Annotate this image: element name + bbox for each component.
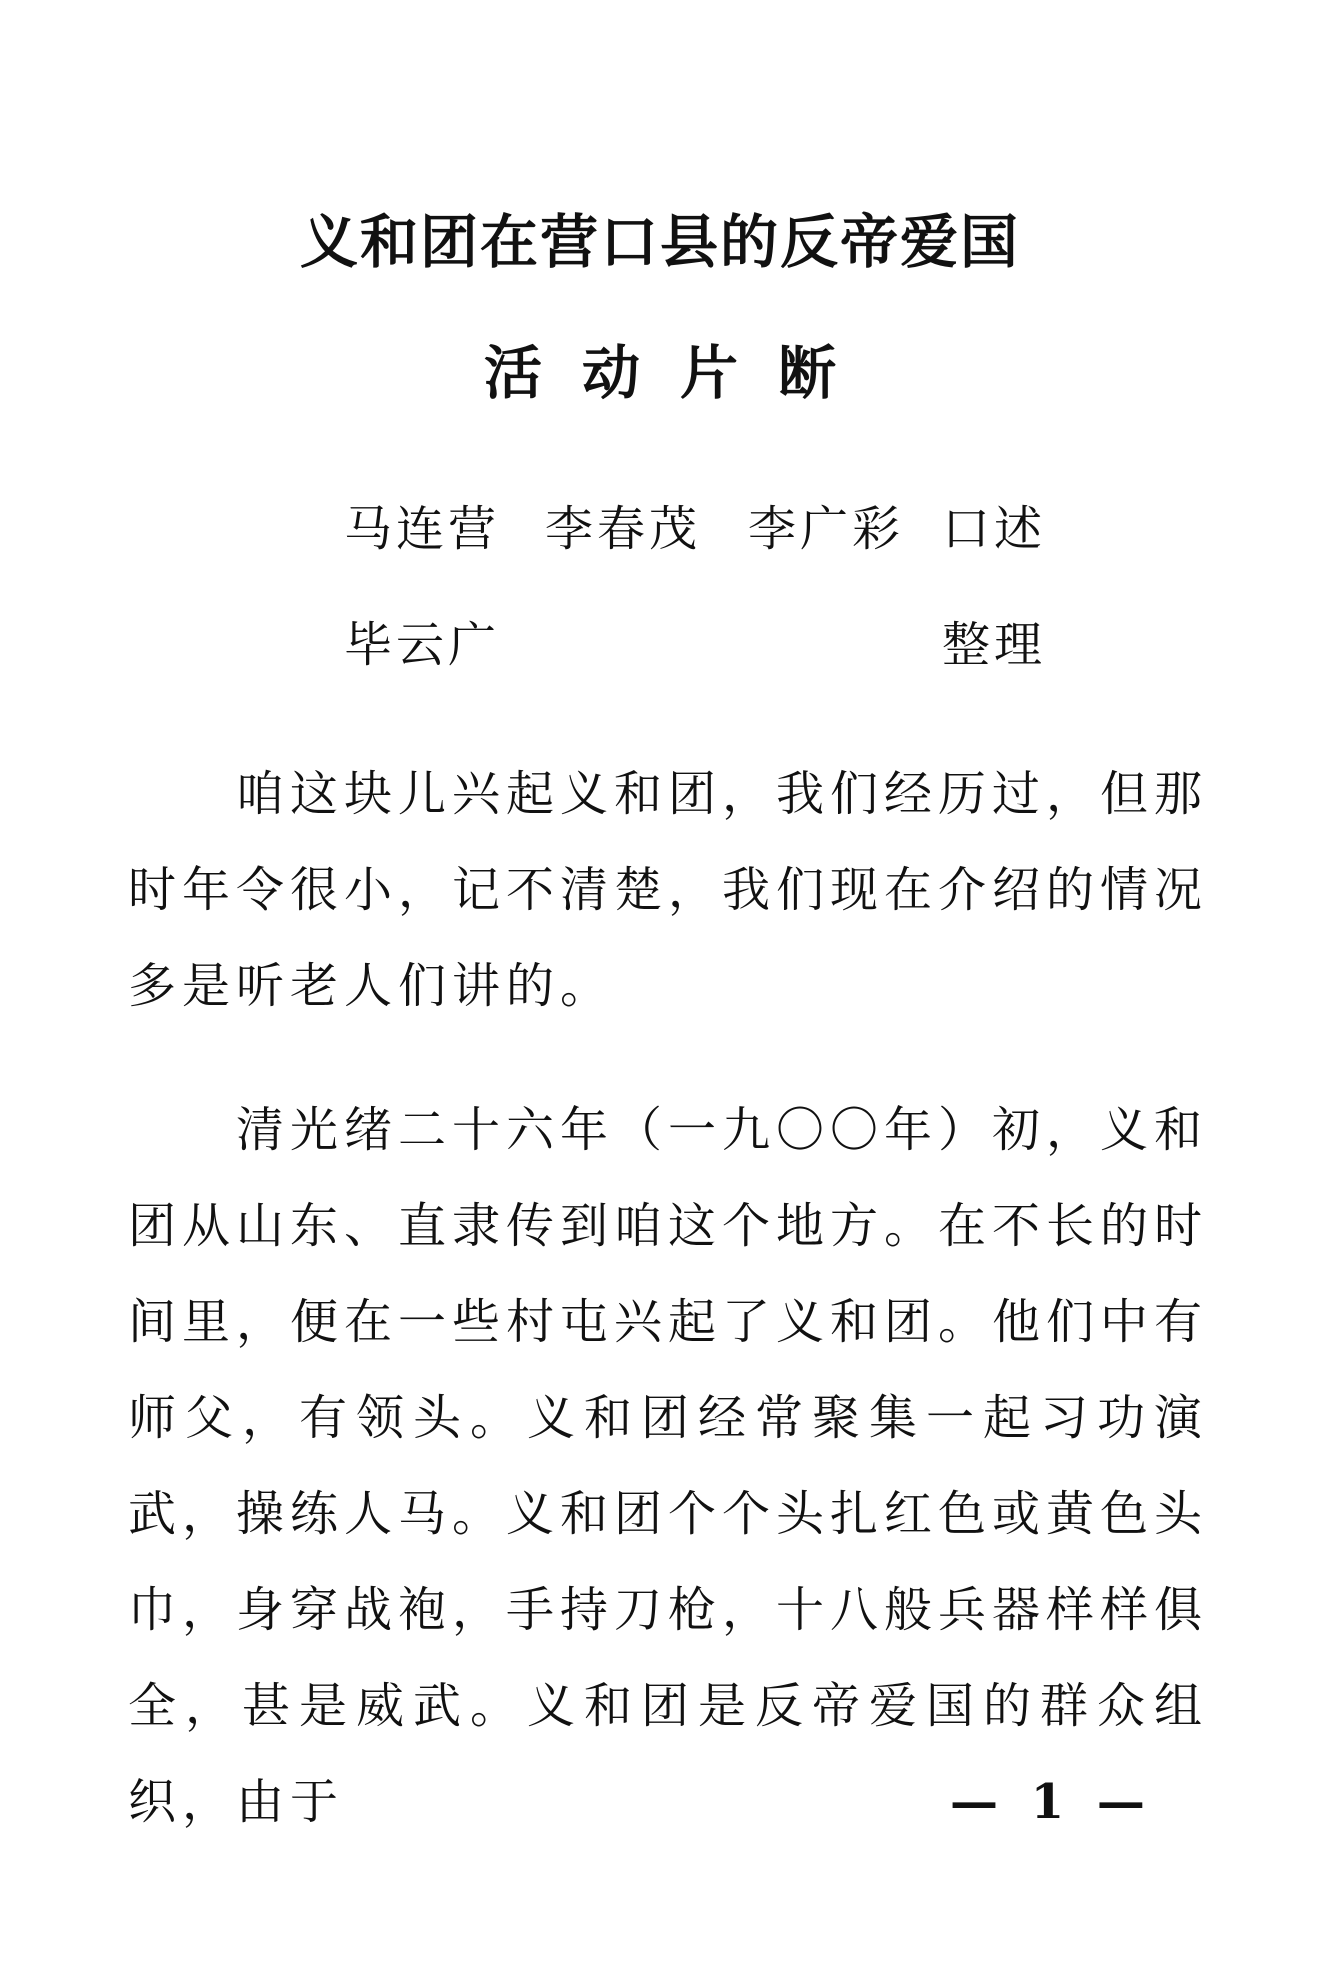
page-number: — 1 —: [950, 1774, 1153, 1830]
body-paragraph: 清光绪二十六年（一九〇〇年）初，义和团从山东、直隶传到咱这个地方。在不长的时间里，便在一些村屯兴起了义和团。他们中有师父，有领头。义和团经常聚集一起习功演武，操练人马。义和团个个头扎红色或黄色头巾，身穿战袍，手持刀枪，十八般兵器样样俱全，甚是威武。义和团是反帝爱国的群众组织，由于: [128, 1102, 1209, 1830]
document-title-line-2: 活动片断: [483, 339, 876, 407]
document-title-line-1: 义和团在营口县的反帝爱国: [299, 208, 1020, 276]
edited-label: 整理: [942, 617, 1047, 673]
editor-name: 毕云广: [344, 617, 501, 673]
narrator-name: 李春茂: [545, 501, 702, 557]
narrated-label: 口述: [942, 501, 1047, 557]
narrator-name: 李广彩: [748, 501, 905, 557]
body-paragraph: 咱这块儿兴起义和团，我们经历过，但那时年令很小，记不清楚，我们现在介绍的情况多是听老人们讲的。: [128, 766, 1209, 1014]
narrator-name: 马连营: [344, 501, 501, 557]
